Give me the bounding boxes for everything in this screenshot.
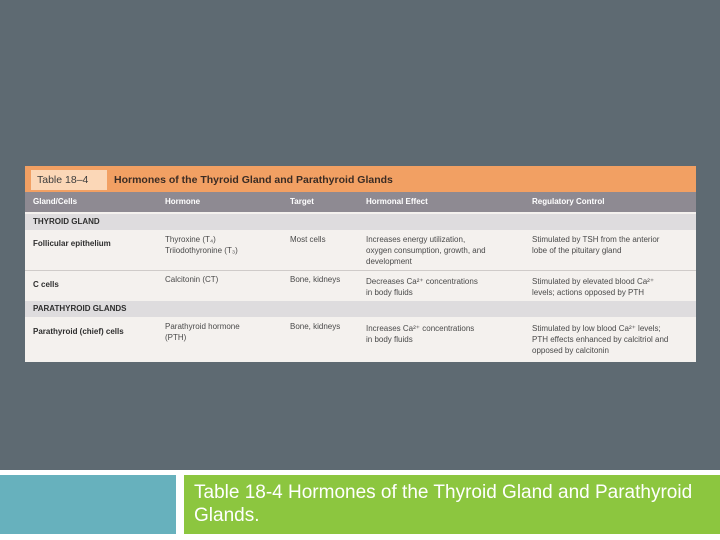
row-divider	[25, 270, 696, 271]
control-cell: Stimulated by TSH from the anterior lobe of the pituitary gland	[532, 235, 660, 255]
gland-cell: Parathyroid (chief) cells	[33, 327, 124, 336]
table-number-tag: Table 18–4	[31, 170, 107, 190]
table-title-bar	[25, 166, 696, 192]
target-cell: Bone, kidneys	[290, 322, 341, 331]
caption-accent-block	[0, 475, 176, 534]
hormone-cell: Thyroxine (T₄) Triiodothyronine (T₃)	[165, 235, 238, 255]
effect-cell: Decreases Ca²⁺ concentrations in body fluids	[366, 277, 478, 297]
gland-cell: C cells	[33, 280, 59, 289]
column-header-effect: Hormonal Effect	[366, 197, 428, 206]
column-header-target: Target	[290, 197, 314, 206]
slide-caption: Table 18-4 Hormones of the Thyroid Gland and Parathyroid Glands.	[194, 482, 693, 526]
target-cell: Bone, kidneys	[290, 275, 341, 284]
hormone-table	[25, 166, 696, 362]
hormone-cell: Parathyroid hormone (PTH)	[165, 322, 240, 342]
table-title: Hormones of the Thyroid Gland and Parathyroid Glands	[114, 174, 393, 186]
section-label: PARATHYROID GLANDS	[33, 304, 127, 313]
section-label: THYROID GLAND	[33, 217, 100, 226]
section-header-parathyroid	[25, 301, 696, 317]
gland-cell: Follicular epithelium	[33, 239, 111, 248]
effect-cell: Increases Ca²⁺ concentrations in body fluids	[366, 324, 475, 344]
target-cell: Most cells	[290, 235, 326, 244]
hormone-cell: Calcitonin (CT)	[165, 275, 219, 284]
column-header-control: Regulatory Control	[532, 197, 605, 206]
control-cell: Stimulated by low blood Ca²⁺ levels; PTH effects enhanced by calcitriol and opposed by calcitonin	[532, 324, 669, 355]
effect-cell: Increases energy utilization, oxygen consumption, growth, and development	[366, 235, 486, 266]
column-header-gland: Gland/Cells	[33, 197, 78, 206]
column-header-row	[25, 192, 696, 212]
column-header-hormone: Hormone	[165, 197, 201, 206]
control-cell: Stimulated by elevated blood Ca²⁺ levels; actions opposed by PTH	[532, 277, 655, 297]
section-header-thyroid	[25, 214, 696, 230]
